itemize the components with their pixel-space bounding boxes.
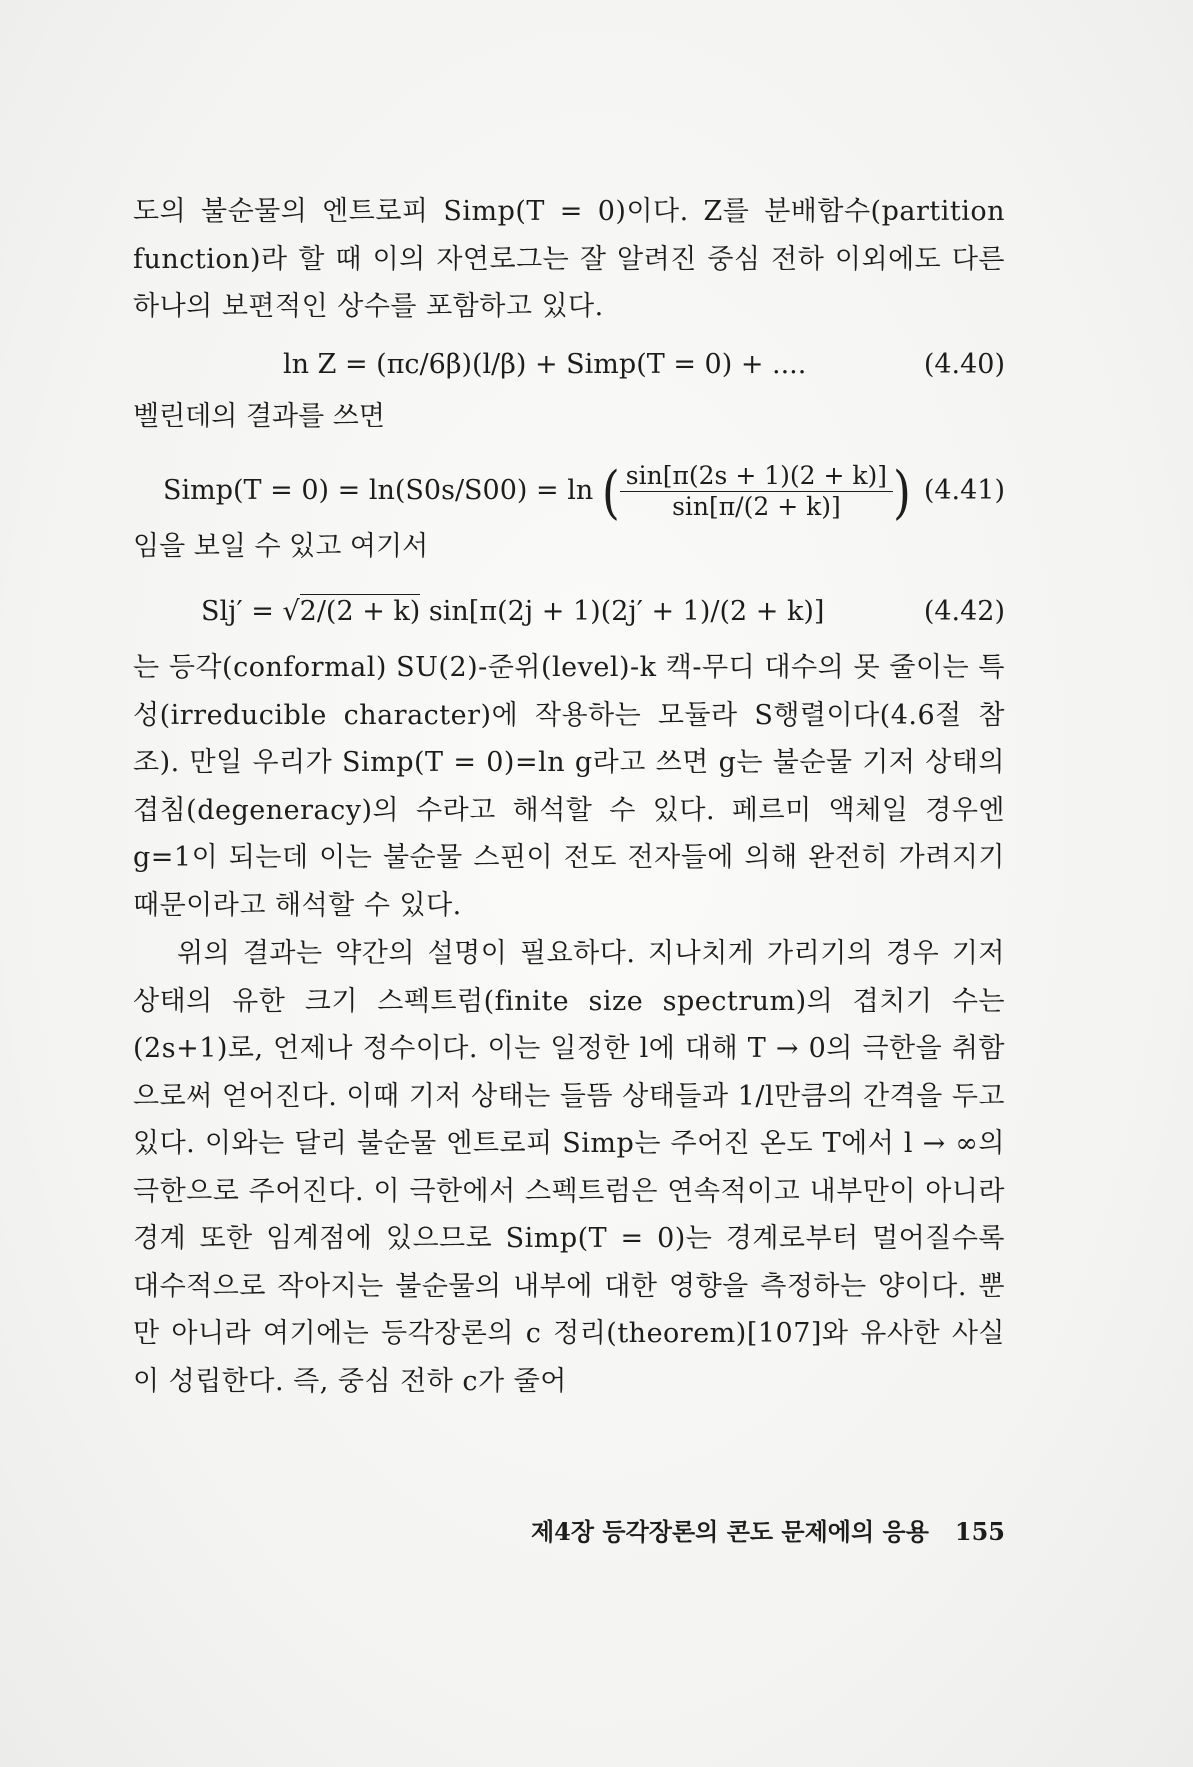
paragraph-2 bbox=[133, 644, 1005, 929]
equation-4-40-number: (4.40) bbox=[923, 349, 1005, 380]
equation-4-42-radicand: 2/(2 + k) bbox=[299, 596, 421, 627]
equation-4-41-lhs: Simp(T = 0) = ln(S0s/S00) = ln bbox=[163, 475, 594, 506]
equation-4-41-fraction bbox=[620, 461, 893, 522]
page-footer bbox=[133, 1512, 1005, 1552]
paragraph-1-text: 도의 불순물의 엔트로피 Simp(T = 0)이다. Z를 분배함수(partition function)라 할 때 이의 자연로그는 잘 알려진 중심 전하 이외에도 다른 하나의 보편적인 상수를 포함하고 있다. bbox=[133, 196, 1005, 322]
equation-4-42-rhs: sin[π(2j + 1)(2j′ + 1)/(2 + k)] bbox=[428, 596, 825, 627]
sqrt-sign-icon: √ bbox=[282, 596, 300, 627]
equation-4-40 bbox=[133, 335, 1005, 395]
equation-4-41-denominator: sin[π/(2 + k)] bbox=[672, 492, 841, 521]
paragraph-2-text: 는 등각(conformal) SU(2)-준위(level)-k 캑-무디 대수의 못 줄이는 특성(irreducible character)에 작용하는 모듈라 S행렬이다(4.6절 참조). 만일 우리가 Simp(T = 0)=ln g라고 쓰면 g는 불순물 기저 상태의 겹침(degeneracy)의 수라고 해석할 수 있다. 페르미 액체일 경우엔 g=1이 되는데 이는 불순물 스핀이 전도 전자들에 의해 완전히 가려지기 때문이라고 해석할 수 있다. bbox=[133, 652, 1005, 921]
right-paren-icon: ) bbox=[893, 457, 911, 526]
equation-4-41-numerator: sin[π(2s + 1)(2 + k)] bbox=[620, 461, 893, 492]
paragraph-1 bbox=[133, 188, 1005, 331]
left-paren-icon: ( bbox=[601, 457, 620, 526]
running-title: 제4장 등각장론의 콘도 문제에의 응용 bbox=[531, 1517, 929, 1546]
lead-text-2: 임을 보일 수 있고 여기서 bbox=[133, 531, 429, 562]
paragraph-3 bbox=[133, 930, 1005, 1405]
equation-4-41-expression bbox=[163, 455, 911, 527]
equation-4-41-number: (4.41) bbox=[923, 475, 1005, 506]
equation-4-41 bbox=[133, 455, 1005, 527]
equation-4-42 bbox=[133, 582, 1005, 642]
equation-4-42-expression bbox=[201, 582, 824, 642]
lead-text-1: 벨린데의 결과를 쓰면 bbox=[133, 401, 385, 432]
equation-4-40-body: ln Z = (πc/6β)(l/β) + Simp(T = 0) + .... bbox=[283, 349, 807, 380]
equation-4-42-lhs: Slj′ = bbox=[201, 596, 274, 627]
page-number: 155 bbox=[954, 1517, 1005, 1546]
paragraph-3-text: 위의 결과는 약간의 설명이 필요하다. 지나치게 가리기의 경우 기저 상태의 유한 크기 스펙트럼(finite size spectrum)의 겹치기 수는 (2s+1)로, 언제나 정수이다. 이는 일정한 l에 대해 T → 0의 극한을 취함으로써 얻어진다. 이때 기저 상태는 들뜸 상태들과 1/l만큼의 간격을 두고 있다. 이와는 달리 불순물 엔트로피 Simp는 주어진 온도 T에서 l → ∞의 극한으로 주어진다. 이 극한에서 스펙트럼은 연속적이고 내부만이 아니라 경계 또한 임계점에 있으므로 Simp(T = 0)는 경계로부터 멀어질수록 대수적으로 작아지는 불순물의 내부에 대한 영향을 측정하는 양이다. 뿐만 아니라 여기에는 등각장론의 c 정리(theorem)[107]와 유사한 사실이 성립한다. 즉, 중심 전하 c가 줄어 bbox=[133, 938, 1005, 1397]
equation-4-42-number: (4.42) bbox=[923, 596, 1005, 627]
